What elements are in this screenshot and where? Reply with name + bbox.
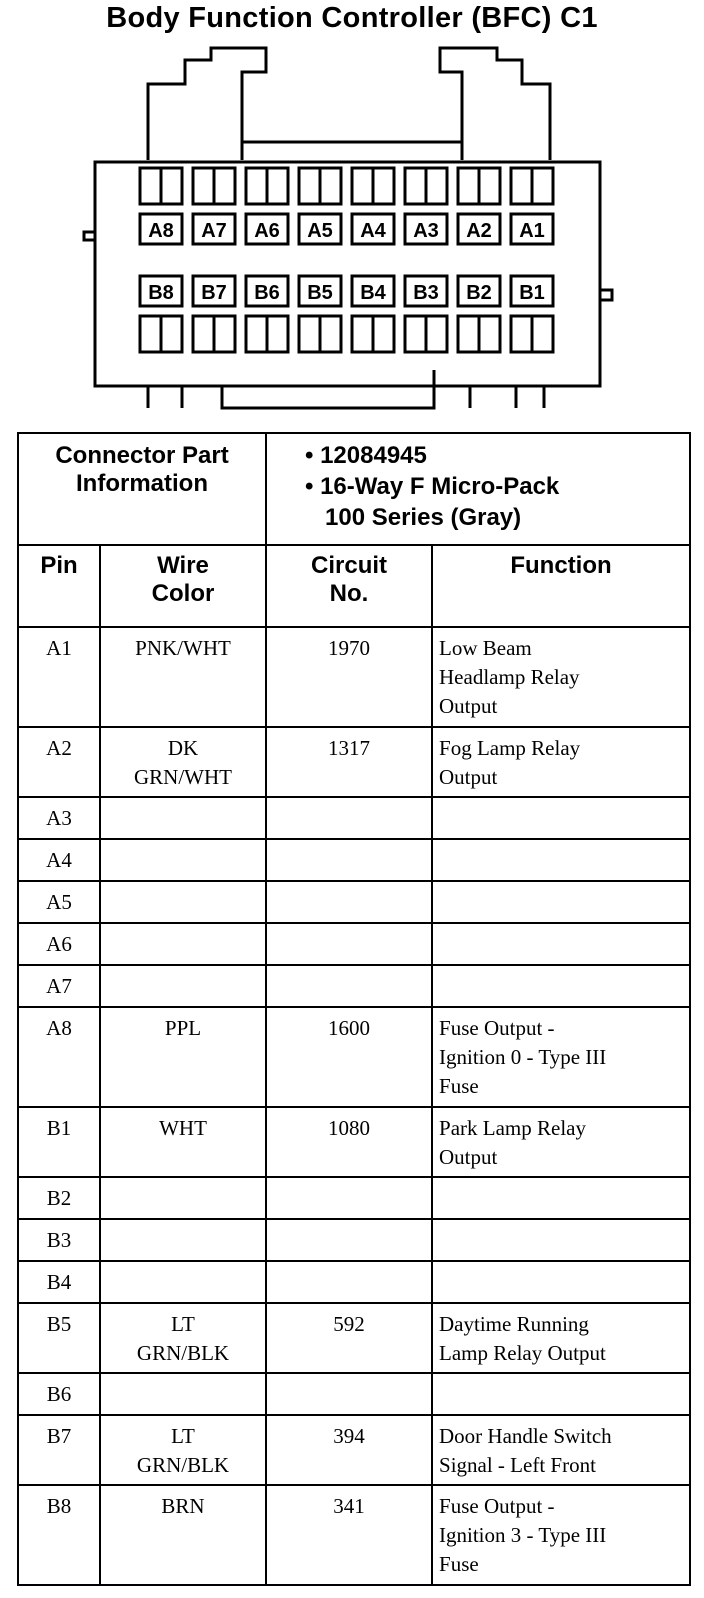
function-cell: Low Beam Headlamp Relay Output (432, 627, 690, 727)
pin-label-b4: B4 (360, 282, 386, 304)
pin-cell: A4 (18, 839, 100, 881)
wire-color-cell: PPL (100, 1007, 266, 1107)
circuit-cell (266, 1373, 432, 1415)
pin-label-a7: A7 (201, 220, 227, 242)
circuit-cell (266, 1261, 432, 1303)
circuit-cell: 341 (266, 1485, 432, 1585)
table-row (18, 1415, 690, 1485)
col-header-function: Function (432, 545, 690, 627)
function-cell (432, 797, 690, 839)
connector-info-label (18, 433, 266, 545)
wire-color-cell (100, 881, 266, 923)
pin-cell: B4 (18, 1261, 100, 1303)
connector-info-row (18, 433, 690, 545)
info-label-line1: Connector Part (55, 442, 229, 469)
wire-color-cell (100, 839, 266, 881)
pin-cell: A5 (18, 881, 100, 923)
pin-label-b6: B6 (254, 282, 280, 304)
wire-color-cell (100, 1219, 266, 1261)
pin-cell: B6 (18, 1373, 100, 1415)
pin-label-a8: A8 (148, 220, 174, 242)
pin-label-a1: A1 (519, 220, 545, 242)
pin-label-b5: B5 (307, 282, 333, 304)
pin-cell: A8 (18, 1007, 100, 1107)
table-row (18, 727, 690, 797)
page-title: Body Function Controller (BFC) C1 (106, 2, 598, 34)
function-cell: Fuse Output - Ignition 0 - Type III Fuse (432, 1007, 690, 1107)
function-cell (432, 1373, 690, 1415)
pin-label-b7: B7 (201, 282, 227, 304)
table-row (18, 839, 690, 881)
pin-cell: B5 (18, 1303, 100, 1373)
circuit-cell (266, 965, 432, 1007)
connector-type-line1: • 16-Way F Micro-Pack (305, 473, 560, 500)
pin-label-b1: B1 (519, 282, 545, 304)
pin-cell: B1 (18, 1107, 100, 1177)
table-row (18, 1177, 690, 1219)
function-cell: Park Lamp Relay Output (432, 1107, 690, 1177)
column-header-row (18, 545, 690, 627)
pinout-table (17, 432, 691, 1586)
pin-cell: B3 (18, 1219, 100, 1261)
info-label-line2: Information (76, 470, 208, 497)
table-row (18, 1485, 690, 1585)
pin-label-a4: A4 (360, 220, 386, 242)
table-row (18, 881, 690, 923)
pin-cell: A6 (18, 923, 100, 965)
function-cell (432, 1177, 690, 1219)
pin-label-a5: A5 (307, 220, 333, 242)
function-cell (432, 1261, 690, 1303)
pin-cell: B8 (18, 1485, 100, 1585)
table-row (18, 923, 690, 965)
function-cell (432, 881, 690, 923)
pin-cell: A2 (18, 727, 100, 797)
circuit-cell (266, 1177, 432, 1219)
wire-color-cell: DK GRN/WHT (100, 727, 266, 797)
wire-color-cell: PNK/WHT (100, 627, 266, 727)
wire-color-cell (100, 1373, 266, 1415)
row-b-pin-labels (140, 276, 553, 306)
function-cell (432, 965, 690, 1007)
pin-label-a3: A3 (413, 220, 439, 242)
pin-cell: B7 (18, 1415, 100, 1485)
function-cell (432, 1219, 690, 1261)
pin-cell: A7 (18, 965, 100, 1007)
circuit-cell: 1080 (266, 1107, 432, 1177)
circuit-cell: 394 (266, 1415, 432, 1485)
wire-color-cell: LT GRN/BLK (100, 1415, 266, 1485)
pin-label-b2: B2 (466, 282, 492, 304)
circuit-cell: 1970 (266, 627, 432, 727)
function-cell (432, 923, 690, 965)
function-cell: Fuse Output - Ignition 3 - Type III Fuse (432, 1485, 690, 1585)
part-number: • 12084945 (305, 442, 427, 469)
function-cell: Fog Lamp Relay Output (432, 727, 690, 797)
connector-face-diagram (0, 44, 704, 414)
table-row (18, 797, 690, 839)
pin-label-b8: B8 (148, 282, 174, 304)
circuit-cell: 592 (266, 1303, 432, 1373)
table-row (18, 1107, 690, 1177)
circuit-cell: 1600 (266, 1007, 432, 1107)
wire-color-cell (100, 965, 266, 1007)
table-row (18, 1261, 690, 1303)
wire-color-cell: WHT (100, 1107, 266, 1177)
pin-label-a6: A6 (254, 220, 280, 242)
pin-label-b3: B3 (413, 282, 439, 304)
pin-cell: A1 (18, 627, 100, 727)
wire-color-cell: BRN (100, 1485, 266, 1585)
function-cell: Door Handle Switch Signal - Left Front (432, 1415, 690, 1485)
wire-color-cell (100, 1261, 266, 1303)
wire-color-cell (100, 797, 266, 839)
table-row (18, 965, 690, 1007)
wire-color-cell (100, 1177, 266, 1219)
col-header-wire-color: Wire Color (100, 545, 266, 627)
pin-cell: A3 (18, 797, 100, 839)
col-header-pin: Pin (18, 545, 100, 627)
circuit-cell: 1317 (266, 727, 432, 797)
function-cell: Daytime Running Lamp Relay Output (432, 1303, 690, 1373)
row-a-pin-labels (140, 214, 553, 244)
circuit-cell (266, 881, 432, 923)
pin-label-a2: A2 (466, 220, 492, 242)
wire-color-cell (100, 923, 266, 965)
pin-cell: B2 (18, 1177, 100, 1219)
col-header-circuit-no: Circuit No. (266, 545, 432, 627)
circuit-cell (266, 839, 432, 881)
wire-color-cell: LT GRN/BLK (100, 1303, 266, 1373)
connector-info-values (266, 433, 690, 545)
table-row (18, 1303, 690, 1373)
table-row (18, 1219, 690, 1261)
table-row (18, 1373, 690, 1415)
circuit-cell (266, 923, 432, 965)
table-row (18, 627, 690, 727)
circuit-cell (266, 797, 432, 839)
table-row (18, 1007, 690, 1107)
circuit-cell (266, 1219, 432, 1261)
function-cell (432, 839, 690, 881)
connector-type-line2: 100 Series (Gray) (325, 504, 522, 531)
